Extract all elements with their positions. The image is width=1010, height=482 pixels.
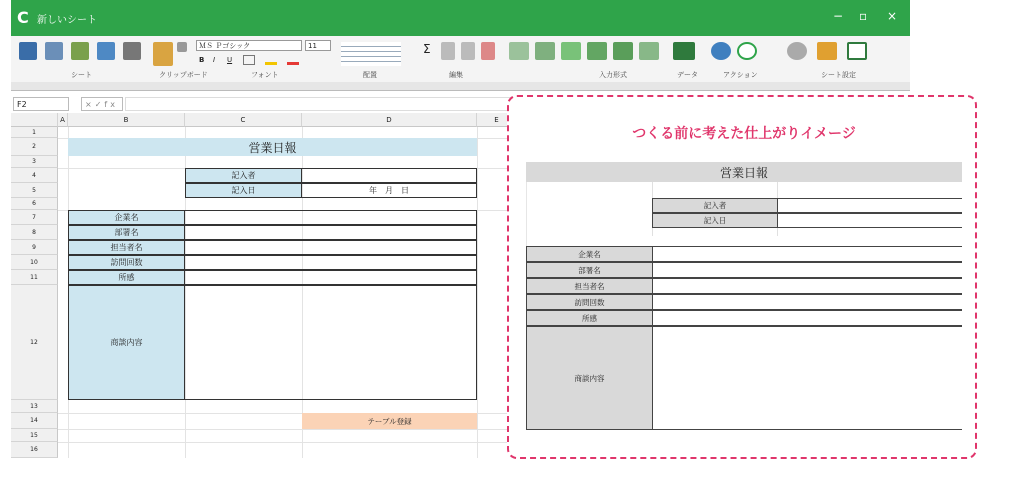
col-header-b[interactable]: B	[68, 113, 185, 127]
group-label-align: 配置	[363, 71, 377, 79]
row-header[interactable]: 13	[11, 400, 58, 413]
field-label-impression[interactable]: 所感	[68, 270, 185, 285]
bold-button[interactable]: B	[199, 56, 205, 64]
row-header[interactable]: 7	[11, 210, 58, 225]
group-label-action: アクション	[723, 71, 758, 79]
col-header-d[interactable]: D	[302, 113, 477, 127]
group-label-sheet: シート	[71, 71, 92, 79]
content-value[interactable]	[184, 285, 477, 400]
ribbon-toolbar	[11, 36, 910, 83]
field-value-visits[interactable]	[184, 255, 477, 270]
row-header[interactable]: 3	[11, 156, 58, 168]
preview-callout	[507, 95, 977, 459]
formula-buttons[interactable]: ×✓fx	[81, 97, 123, 111]
corner-cell[interactable]	[11, 113, 58, 127]
table-register-button[interactable]: テーブル登録	[302, 413, 477, 429]
date-value[interactable]: 年 月 日	[301, 183, 477, 198]
align-icon[interactable]	[341, 42, 401, 66]
row-header[interactable]: 5	[11, 183, 58, 198]
row-header[interactable]: 12	[11, 285, 58, 400]
grid-icon[interactable]	[847, 42, 867, 60]
group-label-sheet-settings: シート設定	[821, 71, 856, 79]
font-name-select[interactable]: ＭＳ Ｐゴシック	[196, 40, 302, 51]
row-header[interactable]: 6	[11, 198, 58, 210]
row-header[interactable]: 10	[11, 255, 58, 270]
play-icon[interactable]	[737, 42, 757, 60]
writer-value[interactable]	[301, 168, 477, 183]
preview-writer-value	[777, 198, 962, 213]
preview-title: 営業日報	[526, 162, 962, 182]
find-icon[interactable]	[461, 42, 475, 60]
field-label-visits[interactable]: 訪問回数	[68, 255, 185, 270]
row-header[interactable]: 16	[11, 442, 58, 458]
preview-field-department-value	[652, 262, 962, 278]
field-label-company[interactable]: 企業名	[68, 210, 185, 225]
row-header[interactable]: 1	[11, 127, 58, 138]
col-header-c[interactable]: C	[185, 113, 302, 127]
italic-button[interactable]: I	[213, 56, 216, 64]
window-title: 新しいシート	[37, 15, 97, 26]
gridline	[477, 127, 478, 458]
dropdown-icon[interactable]	[587, 42, 607, 60]
preview-field-visits-value	[652, 294, 962, 310]
copy-sheet-icon[interactable]	[45, 42, 63, 60]
underline-button[interactable]: U	[227, 56, 233, 64]
app-logo-icon: C	[17, 8, 29, 27]
preview-field-department: 部署名	[526, 262, 653, 278]
cut-icon[interactable]	[177, 42, 187, 52]
preview-content-value	[652, 326, 962, 430]
callout-heading: つくる前に考えた仕上がりイメージ	[632, 126, 856, 142]
close-button[interactable]: ×	[887, 9, 898, 23]
date-label[interactable]: 記入日	[185, 183, 302, 198]
preview-field-person-value	[652, 278, 962, 294]
chart-icon[interactable]	[509, 42, 529, 60]
writer-label[interactable]: 記入者	[185, 168, 302, 183]
insert-sheet-icon[interactable]	[19, 42, 37, 60]
preview-content-label: 商談内容	[526, 326, 653, 430]
field-label-person[interactable]: 担当者名	[68, 240, 185, 255]
field-value-person[interactable]	[184, 240, 477, 255]
sheet-history-icon[interactable]	[71, 42, 89, 60]
name-box[interactable]: F2	[13, 97, 69, 111]
button-input-icon[interactable]	[639, 42, 659, 60]
row-header[interactable]: 11	[11, 270, 58, 285]
font-size-select[interactable]: 11	[305, 40, 331, 51]
row-header[interactable]: 14	[11, 413, 58, 429]
print-icon[interactable]	[123, 42, 141, 60]
group-label-data: データ	[677, 71, 698, 79]
field-value-impression[interactable]	[184, 270, 477, 285]
border-icon[interactable]	[243, 55, 255, 65]
table-register-icon[interactable]	[673, 42, 695, 60]
col-header-a[interactable]: A	[58, 113, 68, 127]
sheet-view-icon[interactable]	[97, 42, 115, 60]
preview-field-company: 企業名	[526, 246, 653, 262]
gridline	[58, 442, 518, 443]
row-header[interactable]: 8	[11, 225, 58, 240]
preview-field-person: 担当者名	[526, 278, 653, 294]
row-header[interactable]: 2	[11, 138, 58, 156]
preview-writer-label: 記入者	[652, 198, 778, 213]
row-header[interactable]: 4	[11, 168, 58, 183]
calendar-icon[interactable]	[613, 42, 633, 60]
group-label-clipboard: クリップボード	[159, 71, 208, 79]
title-bar	[11, 0, 910, 36]
gear-icon[interactable]	[787, 42, 807, 60]
preview-date-label: 記入日	[652, 213, 778, 228]
checkbox-icon[interactable]	[561, 42, 581, 60]
row-header[interactable]: 15	[11, 429, 58, 442]
preview-field-impression-value	[652, 310, 962, 326]
content-label[interactable]: 商談内容	[68, 285, 185, 400]
field-value-department[interactable]	[184, 225, 477, 240]
sheet-title-cell[interactable]: 営業日報	[68, 138, 477, 156]
sort-icon[interactable]	[441, 42, 455, 60]
group-label-font: フォント	[251, 71, 279, 79]
field-label-department[interactable]: 部署名	[68, 225, 185, 240]
minimize-button[interactable]: −	[833, 9, 844, 23]
protect-icon[interactable]	[817, 42, 837, 60]
group-label-edit: 編集	[449, 71, 463, 79]
maximize-button[interactable]: ▫	[859, 9, 868, 23]
row-header[interactable]: 9	[11, 240, 58, 255]
field-value-company[interactable]	[184, 210, 477, 225]
gridline	[58, 429, 518, 430]
bar-chart-icon[interactable]	[535, 42, 555, 60]
preview-field-impression: 所感	[526, 310, 653, 326]
preview-date-value	[777, 213, 962, 228]
font-color-icon[interactable]	[287, 55, 299, 65]
paste-icon[interactable]	[153, 42, 173, 66]
group-label-input: 入力形式	[599, 71, 627, 79]
fill-color-icon[interactable]	[265, 55, 277, 65]
sum-icon[interactable]: Σ	[423, 42, 431, 56]
preview-field-company-value	[652, 246, 962, 262]
undo-icon[interactable]	[481, 42, 495, 60]
ribbon-scrollbar[interactable]	[11, 82, 910, 91]
action-icon[interactable]	[711, 42, 731, 60]
col-header-e[interactable]: E	[477, 113, 517, 127]
preview-field-visits: 訪問回数	[526, 294, 653, 310]
